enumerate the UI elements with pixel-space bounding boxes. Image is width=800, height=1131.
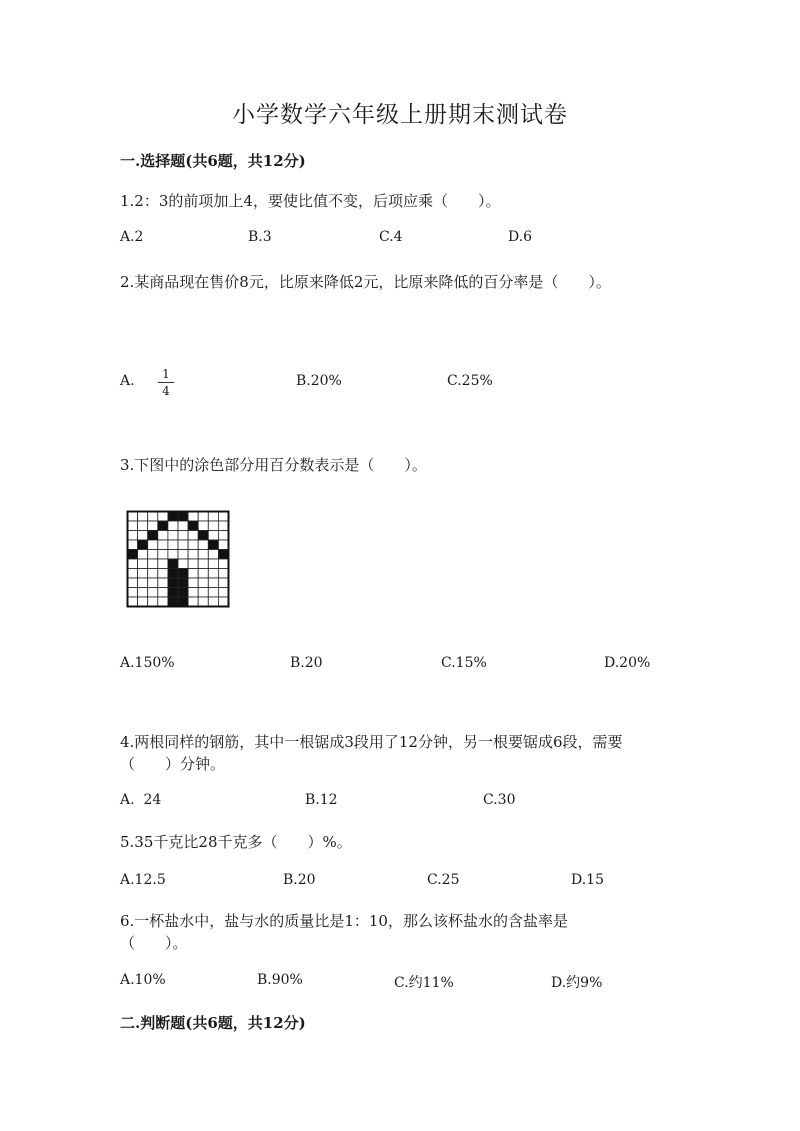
- grid-cell: [218, 559, 228, 569]
- grid-cell: [208, 588, 218, 598]
- grid-cell-shaded: [168, 597, 178, 607]
- grid-cell: [148, 521, 158, 531]
- grid-cell: [218, 521, 228, 531]
- grid-cell-shaded: [198, 531, 208, 541]
- q2-option-a-fraction: [158, 367, 174, 398]
- grid-cell: [128, 521, 138, 531]
- grid-cell: [158, 512, 168, 522]
- grid-cell-shaded: [178, 597, 188, 607]
- q6-option-c: C.约11%: [394, 975, 454, 991]
- grid-cell: [178, 550, 188, 560]
- grid-cell: [128, 531, 138, 541]
- grid-cell: [128, 588, 138, 598]
- grid-cell: [138, 559, 148, 569]
- grid-cell: [178, 540, 188, 550]
- grid-cell: [138, 578, 148, 588]
- q2-option-a-label: A.: [120, 373, 135, 389]
- grid-cell: [138, 569, 148, 579]
- q5-option-a: A.12.5: [120, 872, 166, 888]
- grid-cell: [158, 550, 168, 560]
- grid-cell: [208, 531, 218, 541]
- grid-cell: [158, 597, 168, 607]
- grid-cell: [188, 597, 198, 607]
- grid-cell-shaded: [138, 540, 148, 550]
- grid-cell: [218, 578, 228, 588]
- grid-cell: [158, 588, 168, 598]
- grid-cell: [168, 531, 178, 541]
- grid-cell: [148, 578, 158, 588]
- grid-cell: [208, 597, 218, 607]
- grid-cell: [148, 559, 158, 569]
- grid-cell: [178, 531, 188, 541]
- q5-option-c: C.25: [427, 872, 460, 888]
- grid-cell: [148, 588, 158, 598]
- q6-option-d: D.约9%: [551, 975, 603, 991]
- grid-cell: [148, 512, 158, 522]
- grid-cell: [198, 597, 208, 607]
- q3-option-a: A.150%: [120, 655, 175, 671]
- grid-cell: [208, 512, 218, 522]
- grid-cell: [138, 531, 148, 541]
- shaded-grid-figure: [126, 510, 230, 608]
- grid-cell: [198, 578, 208, 588]
- grid-cell: [198, 559, 208, 569]
- grid-cell: [178, 559, 188, 569]
- grid-cell: [168, 521, 178, 531]
- grid-cell-shaded: [168, 578, 178, 588]
- grid-cell: [198, 521, 208, 531]
- q1-option-d: D.6: [508, 229, 533, 245]
- grid-cell: [208, 559, 218, 569]
- question-6-line-1: 6.一杯盐水中，盐与水的质量比是1：10，那么该杯盐水的含盐率是: [120, 912, 568, 930]
- grid-cell: [198, 569, 208, 579]
- grid-cell: [218, 597, 228, 607]
- grid-cell: [128, 597, 138, 607]
- q6-option-a: A.10%: [120, 972, 166, 988]
- grid-cell-shaded: [168, 559, 178, 569]
- section-heading-judgement: 二.判断题(共6题，共12分): [120, 1014, 306, 1032]
- grid-cell-shaded: [168, 588, 178, 598]
- grid-cell-shaded: [188, 521, 198, 531]
- grid-cell: [188, 540, 198, 550]
- grid-cell: [218, 512, 228, 522]
- grid-cell: [148, 540, 158, 550]
- grid-cell-shaded: [178, 512, 188, 522]
- q2-option-b: B.20%: [296, 373, 342, 389]
- grid-cell: [218, 540, 228, 550]
- question-1: 1.2：3的前项加上4，要使比值不变，后项应乘（ ）。: [120, 192, 501, 210]
- grid-cell: [158, 531, 168, 541]
- q5-option-d: D.15: [571, 872, 604, 888]
- grid-cell: [128, 569, 138, 579]
- grid-cell: [188, 578, 198, 588]
- q3-option-b: B.20: [290, 655, 323, 671]
- grid-cell: [148, 569, 158, 579]
- page-title: 小学数学六年级上册期末测试卷: [232, 102, 568, 128]
- question-3: 3.下图中的涂色部分用百分数表示是（ ）。: [120, 456, 427, 474]
- grid-cell: [218, 569, 228, 579]
- grid-cell-shaded: [158, 521, 168, 531]
- grid-cell: [188, 531, 198, 541]
- grid-cell: [198, 540, 208, 550]
- q4-option-c: C.30: [483, 792, 516, 808]
- grid-cell: [198, 588, 208, 598]
- grid-cell: [188, 512, 198, 522]
- q3-option-c: C.15%: [441, 655, 487, 671]
- grid-cell: [148, 597, 158, 607]
- grid-cell: [128, 578, 138, 588]
- grid-cell: [198, 512, 208, 522]
- grid-cell: [198, 550, 208, 560]
- q1-option-a: A.2: [120, 229, 144, 245]
- grid-cell: [218, 531, 228, 541]
- question-6-line-2: （ ）。: [120, 934, 188, 952]
- fraction-denominator: 4: [162, 384, 170, 398]
- grid-cell: [168, 550, 178, 560]
- grid-cell-shaded: [178, 578, 188, 588]
- q1-option-c: C.4: [379, 229, 403, 245]
- q3-option-d: D.20%: [604, 655, 651, 671]
- grid-cell: [128, 559, 138, 569]
- grid-cell: [138, 550, 148, 560]
- grid-cell: [218, 588, 228, 598]
- grid-cell: [128, 512, 138, 522]
- grid-cell: [208, 521, 218, 531]
- grid-cell: [158, 540, 168, 550]
- q4-option-b: B.12: [305, 792, 338, 808]
- grid-cell: [158, 559, 168, 569]
- grid-cell: [178, 521, 188, 531]
- question-2: 2.某商品现在售价8元，比原来降低2元，比原来降低的百分率是（ ）。: [120, 273, 611, 291]
- grid-cell: [158, 578, 168, 588]
- grid-cell: [138, 512, 148, 522]
- grid-cell-shaded: [168, 512, 178, 522]
- grid-cell: [138, 588, 148, 598]
- grid-cell: [208, 578, 218, 588]
- grid-cell: [148, 550, 158, 560]
- q6-option-b: B.90%: [257, 972, 303, 988]
- grid-cell: [188, 559, 198, 569]
- section-heading-choice: 一.选择题(共6题，共12分): [120, 152, 306, 170]
- grid-cell: [188, 588, 198, 598]
- grid-cell: [188, 550, 198, 560]
- grid-cell-shaded: [128, 550, 138, 560]
- grid-cell-shaded: [178, 588, 188, 598]
- q1-option-b: B.3: [248, 229, 272, 245]
- grid-cell: [158, 569, 168, 579]
- grid-cell-shaded: [208, 540, 218, 550]
- q5-option-b: B.20: [283, 872, 316, 888]
- grid-cell: [208, 550, 218, 560]
- grid-cell-shaded: [218, 550, 228, 560]
- question-4-line-2: （ ）分钟。: [120, 755, 226, 773]
- grid-cell: [168, 540, 178, 550]
- grid-cell: [138, 521, 148, 531]
- grid-cell: [188, 569, 198, 579]
- q2-option-c: C.25%: [447, 373, 493, 389]
- question-5: 5.35千克比28千克多（ ）%。: [120, 833, 352, 851]
- grid-cell: [128, 540, 138, 550]
- q4-option-a: A. 24: [120, 792, 162, 808]
- grid-cell-shaded: [168, 569, 178, 579]
- question-4-line-1: 4.两根同样的钢筋，其中一根锯成3段用了12分钟，另一根要锯成6段，需要: [120, 733, 623, 751]
- grid-cell-shaded: [178, 569, 188, 579]
- grid-cell: [138, 597, 148, 607]
- fraction-numerator: 1: [158, 367, 174, 383]
- grid-cell: [208, 569, 218, 579]
- grid-cell-shaded: [148, 531, 158, 541]
